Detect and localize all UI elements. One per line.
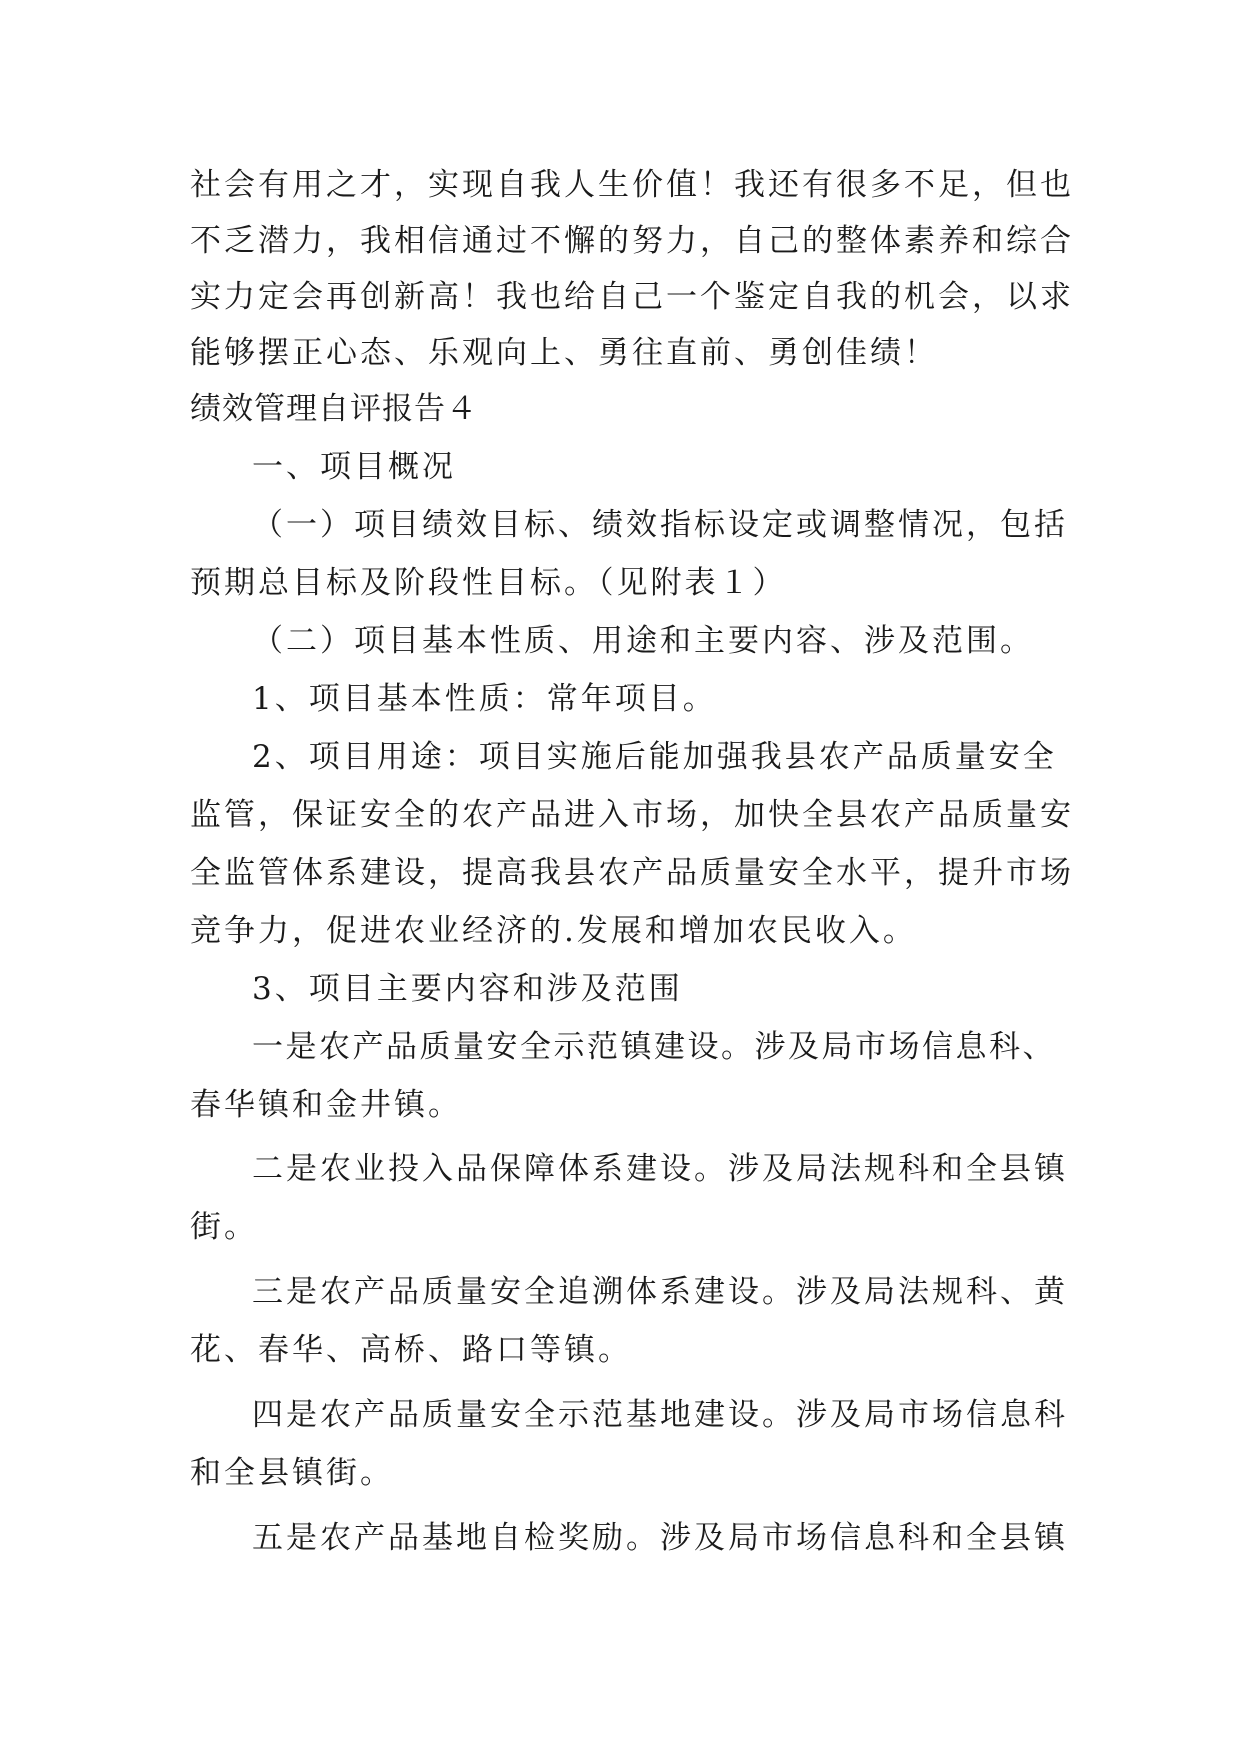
paragraph-line: 不乏潜力，我相信通过不懈的努力，自己的整体素养和综合 bbox=[190, 223, 1074, 259]
paragraph-line: 和全县镇街。 bbox=[190, 1455, 394, 1491]
item-project-nature: 1、项目基本性质：常年项目。 bbox=[252, 681, 717, 717]
paragraph-line: 花、春华、高桥、路口等镇。 bbox=[190, 1332, 632, 1368]
scope-item-5: 五是农产品基地自检奖励。涉及局市场信息科和全县镇 bbox=[252, 1520, 1068, 1556]
paragraph-line: 监管，保证安全的农产品进入市场，加快全县农产品质量安 bbox=[190, 797, 1074, 833]
paragraph-line: 街。 bbox=[190, 1209, 258, 1245]
paragraph-line: 能够摆正心态、乐观向上、勇往直前、勇创佳绩！ bbox=[190, 335, 938, 371]
subheading-project-nature: （二）项目基本性质、用途和主要内容、涉及范围。 bbox=[252, 623, 1034, 659]
section-title: 绩效管理自评报告４ bbox=[190, 391, 478, 427]
paragraph-line: 春华镇和金井镇。 bbox=[190, 1087, 462, 1123]
heading-project-overview: 一、项目概况 bbox=[252, 449, 456, 485]
item-project-use: 2、项目用途：项目实施后能加强我县农产品质量安全 bbox=[252, 739, 1057, 775]
subheading-performance-goals: （一）项目绩效目标、绩效指标设定或调整情况，包括 bbox=[252, 507, 1068, 543]
paragraph-line: 全监管体系建设，提高我县农产品质量安全水平，提升市场 bbox=[190, 855, 1074, 891]
paragraph-line: 预期总目标及阶段性目标。（见附表１） bbox=[190, 565, 787, 601]
scope-item-2: 二是农业投入品保障体系建设。涉及局法规科和全县镇 bbox=[252, 1151, 1068, 1187]
scope-item-1: 一是农产品质量安全示范镇建设。涉及局市场信息科、 bbox=[252, 1029, 1056, 1065]
item-project-scope: 3、项目主要内容和涉及范围 bbox=[252, 971, 683, 1007]
scope-item-3: 三是农产品质量安全追溯体系建设。涉及局法规科、黄 bbox=[252, 1274, 1068, 1310]
paragraph-line: 竞争力，促进农业经济的.发展和增加农民收入。 bbox=[190, 913, 917, 949]
scope-item-4: 四是农产品质量安全示范基地建设。涉及局市场信息科 bbox=[252, 1397, 1068, 1433]
paragraph-line: 实力定会再创新高！我也给自己一个鉴定自我的机会，以求 bbox=[190, 279, 1074, 315]
paragraph-line: 社会有用之才，实现自我人生价值！我还有很多不足，但也 bbox=[190, 167, 1074, 203]
